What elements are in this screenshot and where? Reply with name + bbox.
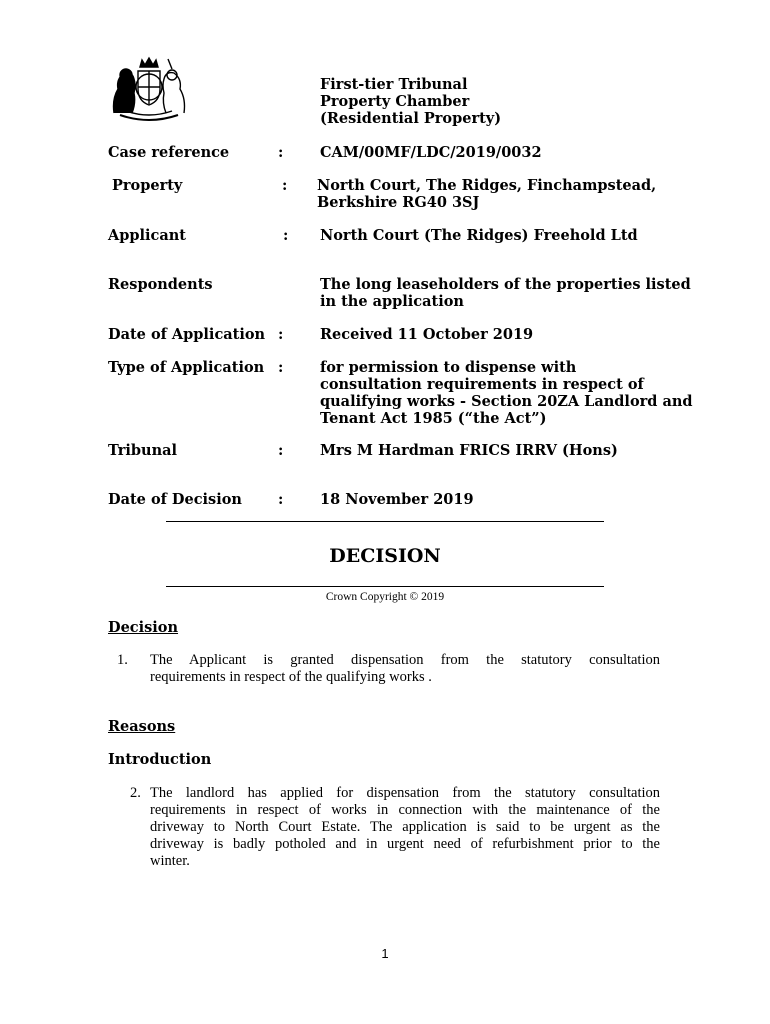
paragraph-line: The landlord has applied for dispensation from the statutory consultation [150, 785, 660, 801]
date-of-application-label: Date of Application [108, 326, 266, 343]
decision-paragraph [150, 652, 660, 686]
paragraph-line: driveway to North Court Estate. The application is said to be urgent as the [150, 819, 660, 835]
value-line: CAM/00MF/LDC/2019/0032 [320, 144, 542, 161]
item-number: 1. [117, 652, 128, 668]
value-line: in the application [320, 293, 464, 310]
value-line: Berkshire RG40 3SJ [317, 194, 480, 211]
case-reference-label: Case reference [108, 144, 230, 161]
value-line: North Court, The Ridges, Finchampstead, [317, 177, 657, 194]
value-line: 18 November 2019 [320, 491, 474, 508]
value-line: Mrs M Hardman FRICS IRRV (Hons) [320, 442, 618, 459]
applicant-value [320, 227, 638, 244]
value-line: for permission to dispense with [320, 359, 577, 376]
introduction-heading: Introduction [108, 751, 212, 768]
date-of-decision-label: Date of Decision [108, 491, 242, 508]
item-number: 2. [130, 785, 141, 801]
type-of-application-value [320, 359, 693, 427]
value-line: qualifying works - Section 20ZA Landlord and [320, 393, 693, 410]
introduction-paragraph [150, 785, 660, 870]
field-colon: : [278, 491, 284, 508]
property-value [317, 177, 656, 211]
field-colon: : [278, 359, 284, 376]
paragraph-line: The Applicant is granted dispensation from the statutory consultation [150, 652, 660, 668]
respondents-value [320, 276, 691, 310]
paragraph-line: requirements in respect of the qualifying works . [150, 669, 432, 685]
residential-line: (Residential Property) [320, 110, 502, 127]
reasons-heading: Reasons [108, 718, 176, 735]
chamber-line: Property Chamber [320, 93, 470, 110]
value-line: North Court (The Ridges) Freehold Ltd [320, 227, 638, 244]
value-line: Received 11 October 2019 [320, 326, 534, 343]
value-line: consultation requirements in respect of [320, 376, 644, 393]
tribunal-name-block [320, 76, 501, 127]
value-line: Tenant Act 1985 (“the Act”) [320, 410, 547, 427]
date-of-application-value [320, 326, 533, 343]
paragraph-line: requirements in respect of works in connection with the maintenance of the [150, 802, 660, 818]
field-colon: : [282, 177, 288, 194]
decision-heading: Decision [108, 619, 179, 636]
field-colon: : [283, 227, 289, 244]
value-line: The long leaseholders of the properties listed [320, 276, 691, 293]
divider-bottom [166, 586, 604, 587]
date-of-decision-value [320, 491, 474, 508]
divider-top [166, 521, 604, 522]
decision-title: DECISION [329, 545, 441, 567]
crown-copyright: Crown Copyright © 2019 [325, 591, 445, 603]
type-of-application-label: Type of Application [108, 359, 265, 376]
paragraph-line: driveway is badly potholed and in urgent need of refurbishment prior to the [150, 836, 660, 852]
property-label: Property [112, 177, 183, 194]
page-number: 1 [381, 946, 389, 961]
field-colon: : [278, 326, 284, 343]
field-colon: : [278, 144, 284, 161]
royal-coat-of-arms-logo [106, 55, 192, 123]
respondents-label: Respondents [108, 276, 213, 293]
field-colon: : [278, 442, 284, 459]
tribunal-line: First-tier Tribunal [320, 76, 468, 93]
case-reference-value [320, 144, 542, 161]
tribunal-label: Tribunal [108, 442, 178, 459]
paragraph-line: winter. [150, 853, 190, 869]
tribunal-member-value [320, 442, 618, 459]
applicant-label: Applicant [108, 227, 187, 244]
